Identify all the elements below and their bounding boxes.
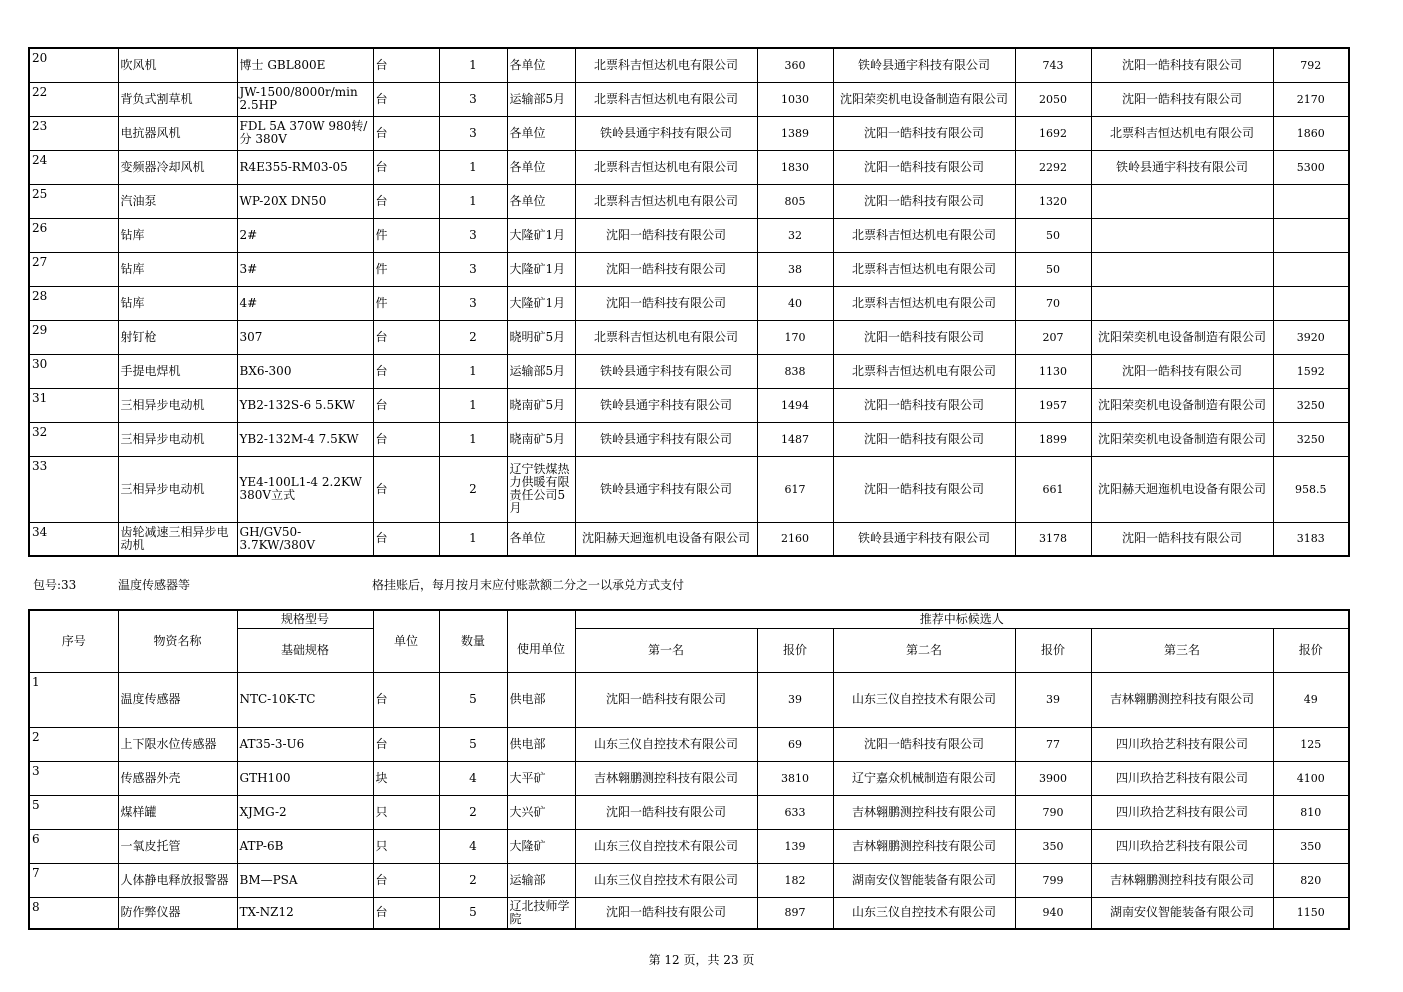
second-candidate: 铁岭县通宇科技有限公司: [833, 522, 1015, 556]
table-row: [29, 761, 1349, 795]
spec: 2#: [237, 218, 373, 252]
third-candidate: [1091, 184, 1273, 218]
second-price: 661: [1015, 456, 1091, 522]
second-candidate: 辽宁嘉众机械制造有限公司: [833, 761, 1015, 795]
quantity: 1: [439, 522, 507, 556]
first-candidate: 沈阳一皓科技有限公司: [575, 672, 757, 727]
third-price: [1273, 286, 1349, 320]
spec: YB2-132M-4 7.5KW: [237, 422, 373, 456]
second-price: 743: [1015, 48, 1091, 82]
item-name: 齿轮减速三相异步电动机: [118, 522, 237, 556]
third-candidate: 湖南安仪智能装备有限公司: [1091, 897, 1273, 929]
header-name: 物资名称: [118, 610, 237, 672]
using-dept: 大平矿: [507, 761, 575, 795]
second-candidate: 北票科吉恒达机电有限公司: [833, 252, 1015, 286]
spec: BM—PSA: [237, 863, 373, 897]
first-candidate: 北票科吉恒达机电有限公司: [575, 150, 757, 184]
first-candidate: 沈阳一皓科技有限公司: [575, 252, 757, 286]
third-price: 125: [1273, 727, 1349, 761]
row-number: 3: [29, 761, 118, 795]
table-row: [29, 388, 1349, 422]
second-price: 1320: [1015, 184, 1091, 218]
payment-note: 格挂账后，每月按月末应付账款额二分之一以承兑方式支付: [372, 578, 685, 592]
first-price: 2160: [757, 522, 833, 556]
item-name: 传感器外壳: [118, 761, 237, 795]
third-price: 49: [1273, 672, 1349, 727]
using-dept: 辽北技师学院: [507, 897, 575, 929]
row-number: 23: [29, 116, 118, 150]
spec: 4#: [237, 286, 373, 320]
third-candidate: 沈阳一皓科技有限公司: [1091, 354, 1273, 388]
third-price: 820: [1273, 863, 1349, 897]
spec: YE4-100L1-4 2.2KW 380V立式: [237, 456, 373, 522]
first-price: 897: [757, 897, 833, 929]
row-number: 22: [29, 82, 118, 116]
first-candidate: 北票科吉恒达机电有限公司: [575, 48, 757, 82]
quantity: 5: [439, 672, 507, 727]
using-dept: 运输部5月: [507, 354, 575, 388]
table-row: [29, 252, 1349, 286]
first-price: 38: [757, 252, 833, 286]
using-dept: 各单位: [507, 150, 575, 184]
quantity: 1: [439, 184, 507, 218]
third-candidate: [1091, 286, 1273, 320]
unit: 台: [373, 48, 439, 82]
spec: 3#: [237, 252, 373, 286]
unit: 台: [373, 863, 439, 897]
third-candidate: 沈阳一皓科技有限公司: [1091, 82, 1273, 116]
first-candidate: 北票科吉恒达机电有限公司: [575, 184, 757, 218]
row-number: 20: [29, 48, 118, 82]
first-price: 170: [757, 320, 833, 354]
using-dept: 大隆矿1月: [507, 218, 575, 252]
row-number: 7: [29, 863, 118, 897]
third-candidate: 吉林翱鹏测控科技有限公司: [1091, 672, 1273, 727]
second-price: 350: [1015, 829, 1091, 863]
unit: 台: [373, 82, 439, 116]
first-price: 39: [757, 672, 833, 727]
item-name: 变频器冷却风机: [118, 150, 237, 184]
unit: 台: [373, 672, 439, 727]
unit: 块: [373, 761, 439, 795]
second-candidate: 吉林翱鹏测控科技有限公司: [833, 829, 1015, 863]
third-candidate: 吉林翱鹏测控科技有限公司: [1091, 863, 1273, 897]
table-row: [29, 672, 1349, 727]
package-number: 包号:33: [33, 578, 77, 592]
third-price: [1273, 252, 1349, 286]
header-second: 第二名: [833, 628, 1015, 672]
quantity: 1: [439, 354, 507, 388]
spec: BX6-300: [237, 354, 373, 388]
quantity: 1: [439, 150, 507, 184]
quantity: 4: [439, 761, 507, 795]
first-candidate: 铁岭县通宇科技有限公司: [575, 388, 757, 422]
second-candidate: 沈阳一皓科技有限公司: [833, 388, 1015, 422]
item-name: 钻库: [118, 218, 237, 252]
second-price: 799: [1015, 863, 1091, 897]
first-candidate: 山东三仪自控技术有限公司: [575, 829, 757, 863]
first-price: 1830: [757, 150, 833, 184]
spec: JW-1500/8000r/min 2.5HP: [237, 82, 373, 116]
unit: 件: [373, 252, 439, 286]
first-price: 1389: [757, 116, 833, 150]
first-candidate: 铁岭县通宇科技有限公司: [575, 354, 757, 388]
row-number: 5: [29, 795, 118, 829]
using-dept: 大隆矿: [507, 829, 575, 863]
third-candidate: [1091, 252, 1273, 286]
row-number: 6: [29, 829, 118, 863]
using-dept: 供电部: [507, 672, 575, 727]
second-price: 207: [1015, 320, 1091, 354]
unit: 台: [373, 727, 439, 761]
item-name: 温度传感器: [118, 672, 237, 727]
second-price: 1899: [1015, 422, 1091, 456]
header-spec: 基础规格: [237, 628, 373, 672]
spec: GH/GV50-3.7KW/380V: [237, 522, 373, 556]
first-candidate: 北票科吉恒达机电有限公司: [575, 320, 757, 354]
item-name: 三相异步电动机: [118, 422, 237, 456]
unit: 台: [373, 116, 439, 150]
row-number: 1: [29, 672, 118, 727]
second-price: 1957: [1015, 388, 1091, 422]
item-name: 汽油泵: [118, 184, 237, 218]
using-dept: 运输部5月: [507, 82, 575, 116]
first-price: 360: [757, 48, 833, 82]
second-candidate: 湖南安仪智能装备有限公司: [833, 863, 1015, 897]
first-price: 1494: [757, 388, 833, 422]
second-candidate: 沈阳一皓科技有限公司: [833, 116, 1015, 150]
item-name: 电抗器风机: [118, 116, 237, 150]
header-unit: 单位: [373, 610, 439, 672]
third-price: 5300: [1273, 150, 1349, 184]
using-dept: 运输部: [507, 863, 575, 897]
quantity: 1: [439, 422, 507, 456]
using-dept: 大隆矿1月: [507, 252, 575, 286]
third-candidate: 北票科吉恒达机电有限公司: [1091, 116, 1273, 150]
third-candidate: 沈阳荣奕机电设备制造有限公司: [1091, 422, 1273, 456]
header-dept: 使用单位: [507, 628, 575, 672]
row-number: 24: [29, 150, 118, 184]
second-price: 3900: [1015, 761, 1091, 795]
quantity: 2: [439, 863, 507, 897]
unit: 只: [373, 795, 439, 829]
first-price: 1030: [757, 82, 833, 116]
header-candidates: 推荐中标候选人: [575, 610, 1349, 628]
third-price: 3183: [1273, 522, 1349, 556]
third-price: 958.5: [1273, 456, 1349, 522]
unit: 件: [373, 286, 439, 320]
unit: 台: [373, 388, 439, 422]
second-candidate: 沈阳一皓科技有限公司: [833, 184, 1015, 218]
quantity: 5: [439, 897, 507, 929]
item-name: 钻库: [118, 286, 237, 320]
header-spec-group: 规格型号: [237, 610, 373, 628]
spec: GTH100: [237, 761, 373, 795]
second-price: 70: [1015, 286, 1091, 320]
first-candidate: 铁岭县通宇科技有限公司: [575, 116, 757, 150]
first-candidate: 沈阳一皓科技有限公司: [575, 218, 757, 252]
third-price: 1150: [1273, 897, 1349, 929]
first-price: 40: [757, 286, 833, 320]
quantity: 4: [439, 829, 507, 863]
first-price: 3810: [757, 761, 833, 795]
item-name: 一氧皮托管: [118, 829, 237, 863]
third-candidate: [1091, 218, 1273, 252]
second-candidate: 沈阳一皓科技有限公司: [833, 320, 1015, 354]
second-price: 2050: [1015, 82, 1091, 116]
table-row: [29, 456, 1349, 522]
header-third: 第三名: [1091, 628, 1273, 672]
table-row: [29, 48, 1349, 82]
second-price: 77: [1015, 727, 1091, 761]
third-price: [1273, 184, 1349, 218]
row-number: 30: [29, 354, 118, 388]
spec: 307: [237, 320, 373, 354]
unit: 台: [373, 354, 439, 388]
third-price: 2170: [1273, 82, 1349, 116]
third-price: [1273, 218, 1349, 252]
quantity: 2: [439, 456, 507, 522]
row-number: 33: [29, 456, 118, 522]
header-price2: 报价: [1015, 628, 1091, 672]
second-price: 3178: [1015, 522, 1091, 556]
header-qty: 数量: [439, 610, 507, 672]
second-price: 790: [1015, 795, 1091, 829]
item-name: 手提电焊机: [118, 354, 237, 388]
table-row: [29, 116, 1349, 150]
row-number: 26: [29, 218, 118, 252]
second-candidate: 北票科吉恒达机电有限公司: [833, 218, 1015, 252]
using-dept: 各单位: [507, 184, 575, 218]
first-price: 1487: [757, 422, 833, 456]
third-candidate: 铁岭县通宇科技有限公司: [1091, 150, 1273, 184]
using-dept: 晓明矿5月: [507, 320, 575, 354]
quantity: 1: [439, 48, 507, 82]
second-price: 50: [1015, 252, 1091, 286]
first-candidate: 北票科吉恒达机电有限公司: [575, 82, 757, 116]
item-name: 吹风机: [118, 48, 237, 82]
row-number: 28: [29, 286, 118, 320]
second-price: 39: [1015, 672, 1091, 727]
second-price: 2292: [1015, 150, 1091, 184]
table-row: [29, 320, 1349, 354]
table-row: [29, 422, 1349, 456]
first-price: 139: [757, 829, 833, 863]
quantity: 3: [439, 82, 507, 116]
table-row: [29, 354, 1349, 388]
item-name: 上下限水位传感器: [118, 727, 237, 761]
first-candidate: 沈阳一皓科技有限公司: [575, 795, 757, 829]
spec: ATP-6B: [237, 829, 373, 863]
spec: FDL 5A 370W 980转/分 380V: [237, 116, 373, 150]
third-candidate: 沈阳荣奕机电设备制造有限公司: [1091, 320, 1273, 354]
row-number: 27: [29, 252, 118, 286]
table-row: [29, 286, 1349, 320]
first-candidate: 沈阳赫天迴迤机电设备有限公司: [575, 522, 757, 556]
second-price: 50: [1015, 218, 1091, 252]
table-row: [29, 897, 1349, 929]
first-candidate: 沈阳一皓科技有限公司: [575, 286, 757, 320]
package-title: 温度传感器等: [118, 578, 191, 592]
table-row: [29, 184, 1349, 218]
row-number: 32: [29, 422, 118, 456]
second-candidate: 山东三仪自控技术有限公司: [833, 672, 1015, 727]
spec: 博士 GBL800E: [237, 48, 373, 82]
row-number: 29: [29, 320, 118, 354]
header-price3: 报价: [1273, 628, 1349, 672]
using-dept: 各单位: [507, 48, 575, 82]
third-candidate: 四川玖拾艺科技有限公司: [1091, 829, 1273, 863]
using-dept: 辽宁铁煤热力供暖有限责任公司5月: [507, 456, 575, 522]
unit: 台: [373, 522, 439, 556]
second-candidate: 北票科吉恒达机电有限公司: [833, 286, 1015, 320]
first-price: 633: [757, 795, 833, 829]
third-price: 3250: [1273, 388, 1349, 422]
third-candidate: 四川玖拾艺科技有限公司: [1091, 795, 1273, 829]
second-price: 1130: [1015, 354, 1091, 388]
header-seq: 序号: [29, 610, 118, 672]
spec: TX-NZ12: [237, 897, 373, 929]
spec: YB2-132S-6 5.5KW: [237, 388, 373, 422]
third-candidate: 沈阳一皓科技有限公司: [1091, 522, 1273, 556]
spec: AT35-3-U6: [237, 727, 373, 761]
second-price: 1692: [1015, 116, 1091, 150]
row-number: 31: [29, 388, 118, 422]
using-dept: 晓南矿5月: [507, 422, 575, 456]
quantity: 3: [439, 218, 507, 252]
row-number: 2: [29, 727, 118, 761]
third-price: 350: [1273, 829, 1349, 863]
second-candidate: 山东三仪自控技术有限公司: [833, 897, 1015, 929]
first-price: 182: [757, 863, 833, 897]
quantity: 2: [439, 795, 507, 829]
unit: 台: [373, 897, 439, 929]
quantity: 2: [439, 320, 507, 354]
second-candidate: 吉林翱鹏测控科技有限公司: [833, 795, 1015, 829]
using-dept: 各单位: [507, 522, 575, 556]
table-row: [29, 218, 1349, 252]
first-price: 69: [757, 727, 833, 761]
third-candidate: 沈阳荣奕机电设备制造有限公司: [1091, 388, 1273, 422]
item-name: 防作弊仪器: [118, 897, 237, 929]
second-candidate: 沈阳一皓科技有限公司: [833, 456, 1015, 522]
unit: 台: [373, 456, 439, 522]
first-price: 805: [757, 184, 833, 218]
first-price: 838: [757, 354, 833, 388]
using-dept: 大隆矿1月: [507, 286, 575, 320]
first-candidate: 山东三仪自控技术有限公司: [575, 863, 757, 897]
second-candidate: 沈阳一皓科技有限公司: [833, 150, 1015, 184]
third-candidate: 四川玖拾艺科技有限公司: [1091, 761, 1273, 795]
page-footer: 第 12 页，共 23 页: [648, 953, 755, 967]
item-name: 三相异步电动机: [118, 388, 237, 422]
third-price: 810: [1273, 795, 1349, 829]
package-33-table: [28, 609, 1350, 930]
quantity: 3: [439, 116, 507, 150]
table-row: [29, 82, 1349, 116]
unit: 件: [373, 218, 439, 252]
table-row: [29, 727, 1349, 761]
quantity: 5: [439, 727, 507, 761]
using-dept: 各单位: [507, 116, 575, 150]
first-candidate: 铁岭县通宇科技有限公司: [575, 422, 757, 456]
row-number: 34: [29, 522, 118, 556]
third-price: 1592: [1273, 354, 1349, 388]
first-price: 32: [757, 218, 833, 252]
item-name: 背负式割草机: [118, 82, 237, 116]
third-price: 1860: [1273, 116, 1349, 150]
table-row: [29, 795, 1349, 829]
item-name: 三相异步电动机: [118, 456, 237, 522]
first-candidate: 山东三仪自控技术有限公司: [575, 727, 757, 761]
using-dept: 供电部: [507, 727, 575, 761]
quantity: 1: [439, 388, 507, 422]
first-candidate: 铁岭县通宇科技有限公司: [575, 456, 757, 522]
unit: 只: [373, 829, 439, 863]
unit: 台: [373, 150, 439, 184]
first-candidate: 吉林翱鹏测控科技有限公司: [575, 761, 757, 795]
row-number: 25: [29, 184, 118, 218]
second-candidate: 铁岭县通宇科技有限公司: [833, 48, 1015, 82]
using-dept: 晓南矿5月: [507, 388, 575, 422]
header-first: 第一名: [575, 628, 757, 672]
spec: WP-20X DN50: [237, 184, 373, 218]
third-candidate: 沈阳赫天迴迤机电设备有限公司: [1091, 456, 1273, 522]
second-candidate: 沈阳一皓科技有限公司: [833, 422, 1015, 456]
row-number: 8: [29, 897, 118, 929]
quantity: 3: [439, 252, 507, 286]
third-candidate: 四川玖拾艺科技有限公司: [1091, 727, 1273, 761]
third-price: 792: [1273, 48, 1349, 82]
item-name: 钻库: [118, 252, 237, 286]
spec: XJMG-2: [237, 795, 373, 829]
table-row: [29, 522, 1349, 556]
second-candidate: 沈阳荣奕机电设备制造有限公司: [833, 82, 1015, 116]
table-row: [29, 863, 1349, 897]
second-candidate: 北票科吉恒达机电有限公司: [833, 354, 1015, 388]
third-candidate: 沈阳一皓科技有限公司: [1091, 48, 1273, 82]
spec: NTC-10K-TC: [237, 672, 373, 727]
second-price: 940: [1015, 897, 1091, 929]
using-dept: 大兴矿: [507, 795, 575, 829]
table-row: [29, 829, 1349, 863]
third-price: 3920: [1273, 320, 1349, 354]
unit: 台: [373, 422, 439, 456]
quantity: 3: [439, 286, 507, 320]
procurement-table-continued: [28, 47, 1350, 557]
third-price: 3250: [1273, 422, 1349, 456]
unit: 台: [373, 320, 439, 354]
item-name: 煤样罐: [118, 795, 237, 829]
item-name: 人体静电释放报警器: [118, 863, 237, 897]
first-candidate: 沈阳一皓科技有限公司: [575, 897, 757, 929]
second-candidate: 沈阳一皓科技有限公司: [833, 727, 1015, 761]
header-price1: 报价: [757, 628, 833, 672]
third-price: 4100: [1273, 761, 1349, 795]
item-name: 射钉枪: [118, 320, 237, 354]
table-row: [29, 150, 1349, 184]
first-price: 617: [757, 456, 833, 522]
unit: 台: [373, 184, 439, 218]
spec: R4E355-RM03-05: [237, 150, 373, 184]
